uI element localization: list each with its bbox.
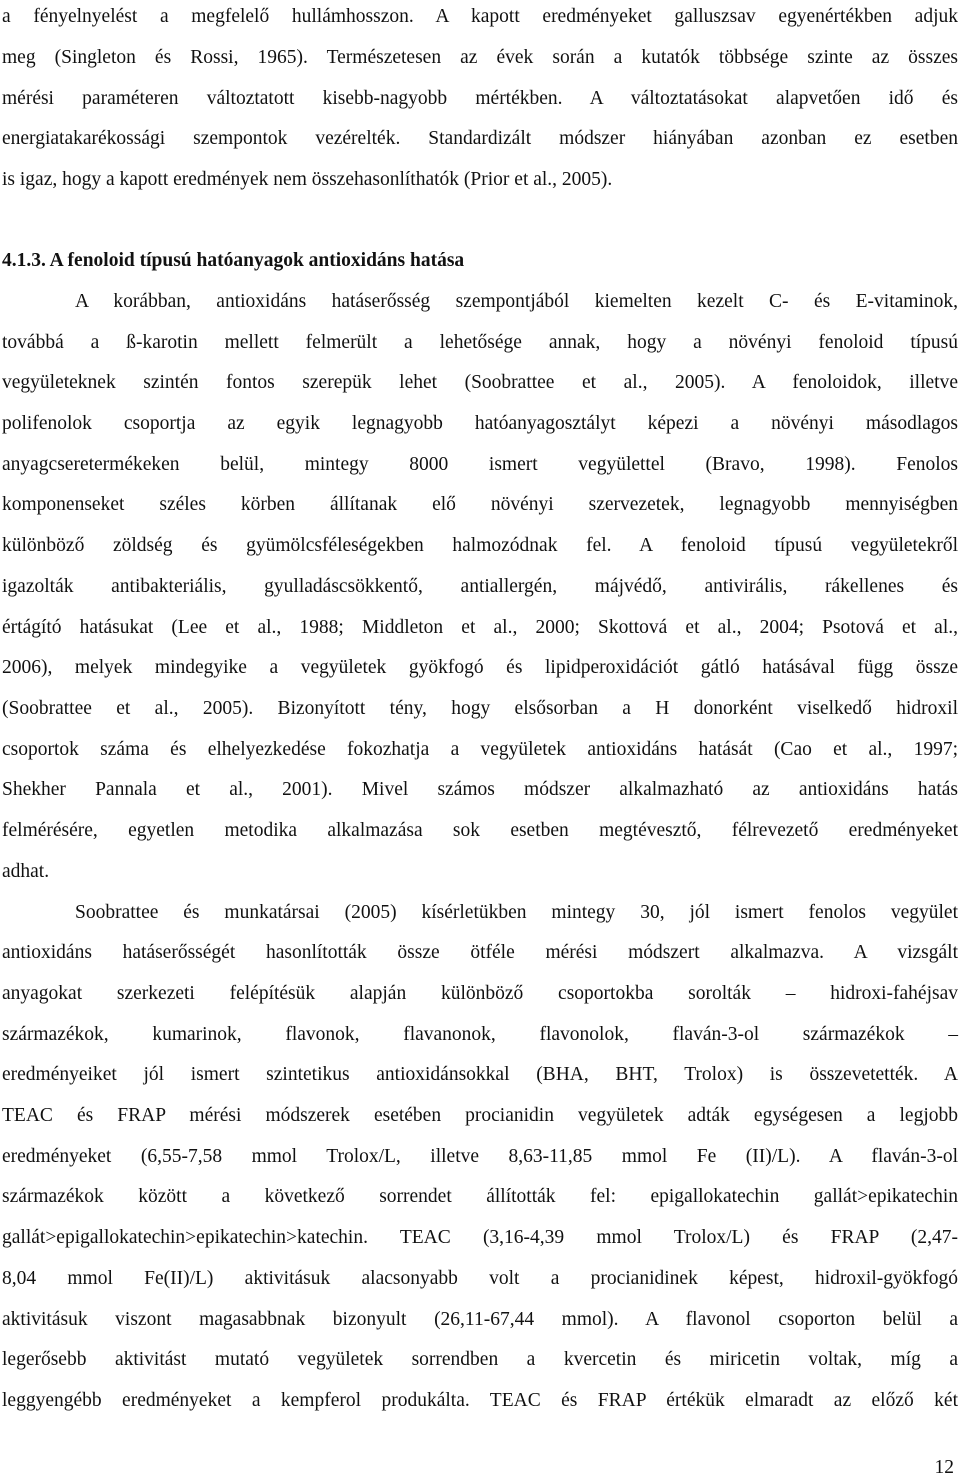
paragraph3-line-6: TEAC és FRAP mérési módszerek esetében procianidin vegyületek adták egységesen a legjobb — [2, 1105, 958, 1126]
paragraph2-line-8: igazolták antibakteriális, gyulladáscsökkentő, antiallergén, májvédő, antivirális, rákellenes és — [2, 576, 958, 597]
paragraph3-line-7: eredményeket (6,55-7,58 mmol Trolox/L, illetve 8,63-11,85 mmol Fe (II)/L). A flaván-3-ol — [2, 1146, 958, 1167]
paragraph2-line-1: A korábban, antioxidáns hatáserősség szempontjából kiemelten kezelt C- és E-vitaminok, — [75, 291, 958, 312]
paragraph2-line-13: Shekher Pannala et al., 2001). Mivel számos módszer alkalmazható az antioxidáns hatás — [2, 779, 958, 800]
paragraph1-line-4: energiatakarékossági szempontok vezérelték. Standardizált módszer hiányában azonban ez esetben — [2, 128, 958, 149]
paragraph3-line-4: származékok, kumarinok, flavonok, flavanonok, flavonolok, flaván-3-ol származékok – — [2, 1024, 958, 1045]
paragraph2-line-2: továbbá a ß-karotin mellett felmerült a lehetősége annak, hogy a növényi fenoloid típusú — [2, 332, 958, 353]
paragraph2-line-15: adhat. — [2, 861, 50, 882]
paragraph3-line-1: Soobrattee és munkatársai (2005) kísérletükben mintegy 30, jól ismert fenolos vegyület — [75, 902, 958, 923]
paragraph3-line-11: aktivitásuk viszont magasabbnak bizonyult (26,11-67,44 mmol). A flavonol csoporton belül a — [2, 1309, 958, 1330]
page-number: 12 — [934, 1457, 954, 1478]
paragraph2-line-5: anyagcseretermékeken belül, mintegy 8000 ismert vegyülettel (Bravo, 1998). Fenolos — [2, 454, 958, 475]
paragraph2-line-11: (Soobrattee et al., 2005). Bizonyított tény, hogy elsősorban a H donorként viselkedő hidroxil — [2, 698, 958, 719]
paragraph3-line-12: legerősebb aktivitást mutató vegyületek sorrendben a kvercetin és miricetin voltak, míg a — [2, 1349, 958, 1370]
paragraph2-line-7: különböző zöldség és gyümölcsféleségekben halmozódnak fel. A fenoloid típusú vegyületekről — [2, 535, 958, 556]
paragraph1-line-2: meg (Singleton és Rossi, 1965). Természetesen az évek során a kutatók többsége szinte az összes — [2, 47, 958, 68]
paragraph1-line-5: is igaz, hogy a kapott eredmények nem összehasonlíthatók (Prior et al., 2005). — [2, 169, 613, 190]
paragraph3-line-2: antioxidáns hatáserősségét hasonlították össze ötféle mérési módszert alkalmazva. A vizsgált — [2, 942, 958, 963]
paragraph3-line-13: leggyengébb eredményeket a kempferol produkálta. TEAC és FRAP értékük elmaradt az előző két — [2, 1390, 958, 1411]
paragraph1-line-3: mérési paraméteren változtatott kisebb-nagyobb mértékben. A változtatásokat alapvetően idő és — [2, 88, 958, 109]
paragraph3-line-3: anyagokat szerkezeti felépítésük alapján különböző csoportokba sorolták – hidroxi-fahéjsav — [2, 983, 958, 1004]
paragraph2-line-4: polifenolok csoportja az egyik legnagyobb hatóanyagosztályt képezi a növényi másodlagos — [2, 413, 958, 434]
paragraph3-line-9: gallát>epigallokatechin>epikatechin>katechin. TEAC (3,16-4,39 mmol Trolox/L) és FRAP (2,47- — [2, 1227, 958, 1248]
paragraph3-line-10: 8,04 mmol Fe(II)/L) aktivitásuk alacsonyabb volt a procianidinek képest, hidroxil-gyökfogó — [2, 1268, 958, 1289]
paragraph3-line-5: eredményeiket jól ismert szintetikus antioxidánsokkal (BHA, BHT, Trolox) is összevetették. A — [2, 1064, 958, 1085]
paragraph2-line-10: 2006), melyek mindegyike a vegyületek gyökfogó és lipidperoxidációt gátló hatásával függ össze — [2, 657, 958, 678]
paragraph2-line-3: vegyületeknek szintén fontos szerepük lehet (Soobrattee et al., 2005). A fenoloidok, illetve — [2, 372, 958, 393]
paragraph2-line-12: csoportok száma és elhelyezkedése fokozhatja a vegyületek antioxidáns hatását (Cao et al., 1997; — [2, 739, 958, 760]
paragraph2-line-14: felmérésére, egyetlen metodika alkalmazása sok esetben megtévesztő, félrevezető eredményeket — [2, 820, 958, 841]
paragraph1-line-1: a fényelnyelést a megfelelő hullámhosszon. A kapott eredményeket galluszsav egyenértékben adjuk — [2, 6, 958, 27]
paragraph3-line-8: származékok között a következő sorrendet állították fel: epigallokatechin gallát>epikatechin — [2, 1186, 958, 1207]
paragraph2-line-9: értágító hatásukat (Lee et al., 1988; Middleton et al., 2000; Skottová et al., 2004; Psotová et al., — [2, 617, 958, 638]
section-heading: 4.1.3. A fenoloid típusú hatóanyagok antioxidáns hatása — [2, 250, 465, 271]
paragraph2-line-6: komponenseket széles körben állítanak elő növényi szervezetek, legnagyobb mennyiségben — [2, 494, 958, 515]
